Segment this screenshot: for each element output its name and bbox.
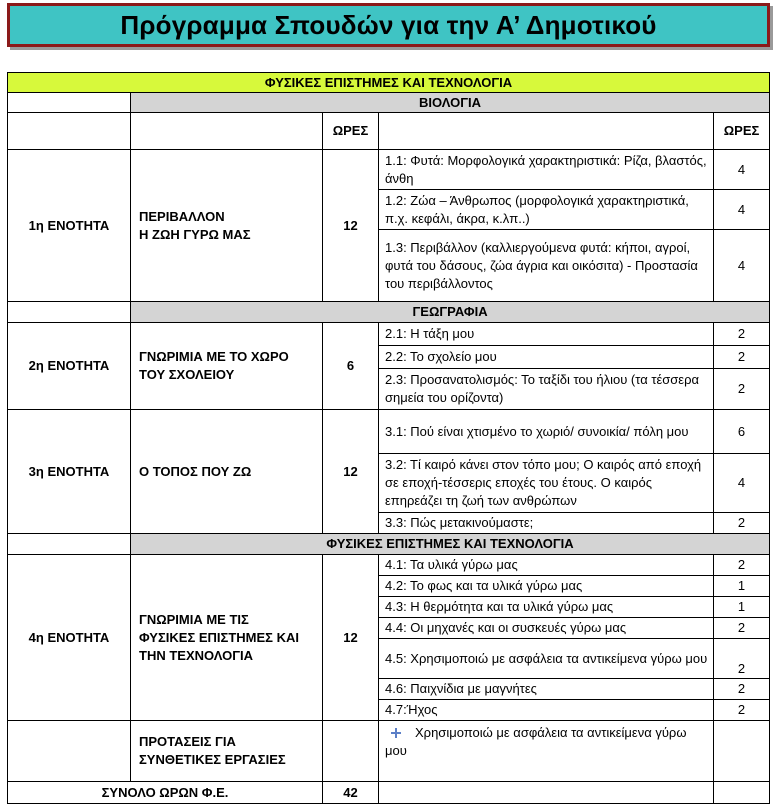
blank-cell xyxy=(714,721,770,782)
unit-hours: 12 xyxy=(323,150,379,302)
subtopic: 4.4: Οι μηχανές και οι συσκευές γύρω μας xyxy=(379,618,714,639)
subtopic-hours: 2 xyxy=(714,555,770,576)
col-hours-header: ΩΡΕΣ xyxy=(323,113,379,150)
blank-cell xyxy=(379,782,714,804)
subtopic-hours: 4 xyxy=(714,190,770,230)
subtopic-hours: 4 xyxy=(714,150,770,190)
table-row xyxy=(8,410,770,454)
subtopic: 4.7:Ήχος xyxy=(379,700,714,721)
subtopic-hours: 1 xyxy=(714,597,770,618)
unit-topic xyxy=(131,150,323,302)
unit-topic-line: Ο ΤΟΠΟΣ ΠΟΥ ΖΩ xyxy=(139,463,252,479)
proposals-label-line: ΠΡΟΤΑΣΕΙΣ ΓΙΑ xyxy=(139,734,236,749)
total-hours: 42 xyxy=(323,782,379,804)
proposal-item-text: Χρησιμοποιώ με ασφάλεια τα αντικείμενα γύρω μου xyxy=(385,725,687,758)
subtopic: 3.3: Πώς μετακινούμαστε; xyxy=(379,513,714,534)
table-row xyxy=(8,323,770,346)
subtopic-hours: 2 xyxy=(714,700,770,721)
subtopic: 3.1: Πού είναι χτισμένο το χωριό/ συνοικία/ πόλη μου xyxy=(379,410,714,454)
subtopic-hours: 4 xyxy=(714,230,770,302)
unit-topic-line: ΓΝΩΡΙΜΙΑ ΜΕ ΤΙΣ xyxy=(139,611,249,627)
unit-hours: 12 xyxy=(323,555,379,721)
subtopic: 2.3: Προσανατολισμός: Το ταξίδι του ήλιου (τα τέσσερα σημεία του ορίζοντα) xyxy=(379,369,714,410)
unit-label: 1η ΕΝΟΤΗΤΑ xyxy=(8,150,131,302)
proposals-label xyxy=(131,721,323,782)
unit-topic-line: ΦΥΣΙΚΕΣ ΕΠΙΣΤΗΜΕΣ ΚΑΙ xyxy=(139,629,299,645)
section-biology: ΒΙΟΛΟΓΙΑ xyxy=(131,93,770,113)
main-header: ΦΥΣΙΚΕΣ ΕΠΙΣΤΗΜΕΣ ΚΑΙ ΤΕΧΝΟΛΟΓΙΑ xyxy=(8,73,770,93)
subtopic: 4.6: Παιχνίδια με μαγνήτες xyxy=(379,679,714,700)
col-hours-header-2: ΩΡΕΣ xyxy=(714,113,770,150)
blank-cell xyxy=(131,113,323,150)
blank-cell xyxy=(379,113,714,150)
unit-topic-line: ΤΟΥ ΣΧΟΛΕΙΟΥ xyxy=(139,367,235,382)
subtopic-hours: 2 xyxy=(714,513,770,534)
unit-topic xyxy=(131,323,323,410)
section-physics: ΦΥΣΙΚΕΣ ΕΠΙΣΤΗΜΕΣ ΚΑΙ ΤΕΧΝΟΛΟΓΙΑ xyxy=(131,534,770,555)
blank-cell xyxy=(8,534,131,555)
unit-label: 2η ΕΝΟΤΗΤΑ xyxy=(8,323,131,410)
table-row xyxy=(8,150,770,190)
proposal-item xyxy=(379,721,714,782)
subtopic-hours: 2 xyxy=(714,346,770,369)
subtopic: 4.1: Τα υλικά γύρω μας xyxy=(379,555,714,576)
subtopic: 1.3: Περιβάλλον (καλλιεργούμενα φυτά: κήποι, αγροί, φυτά του δάσους, ζώα άγρια και οικόσιτα) - Προστασία του περιβάλλοντος xyxy=(379,230,714,302)
subtopic-hours: 2 xyxy=(714,679,770,700)
subtopic-hours: 2 xyxy=(714,639,770,679)
page-title: Πρόγραμμα Σπουδών για την Α’ Δημοτικού xyxy=(120,9,657,40)
main-header-row xyxy=(8,73,770,93)
proposals-row xyxy=(8,721,770,782)
section-row-geography xyxy=(8,302,770,323)
proposals-label-line: ΣΥΝΘΕΤΙΚΕΣ ΕΡΓΑΣΙΕΣ xyxy=(139,752,286,767)
unit-hours: 12 xyxy=(323,410,379,534)
total-label: ΣΥΝΟΛΟ ΩΡΩΝ Φ.Ε. xyxy=(8,782,323,804)
blank-cell xyxy=(8,93,131,113)
unit-topic-line: ΓΝΩΡΙΜΙΑ ΜΕ ΤΟ ΧΩΡΟ xyxy=(139,349,289,364)
section-row-biology xyxy=(8,93,770,113)
unit-topic xyxy=(131,410,323,534)
blank-cell xyxy=(714,782,770,804)
unit-topic xyxy=(131,555,323,721)
subtopic-hours: 2 xyxy=(714,323,770,346)
unit-label: 3η ΕΝΟΤΗΤΑ xyxy=(8,410,131,534)
unit-topic-line: ΠΕΡΙΒΑΛΛΟΝ xyxy=(139,208,225,224)
subtopic-hours: 2 xyxy=(714,618,770,639)
subtopic: 1.2: Ζώα – Άνθρωπος (μορφολογικά χαρακτηριστικά, π.χ. κεφάλι, άκρα, κ.λπ..) xyxy=(379,190,714,230)
blank-cell xyxy=(8,113,131,150)
subtopic: 4.5: Χρησιμοποιώ με ασφάλεια τα αντικείμενα γύρω μου xyxy=(379,639,714,679)
section-row-physics xyxy=(8,534,770,555)
subtopic: 4.2: Το φως και τα υλικά γύρω μας xyxy=(379,576,714,597)
section-geography: ΓΕΩΓΡΑΦΙΑ xyxy=(131,302,770,323)
subtopic: 3.2: Τί καιρό κάνει στον τόπο μου; Ο καιρός από εποχή σε εποχή-τέσσερις εποχές του έτους. Ο καιρός επηρεάζει τη ζωή των ανθρώπων xyxy=(379,454,714,513)
unit-topic-line: Η ΖΩΗ ΓΥΡΩ ΜΑΣ xyxy=(139,226,251,242)
subtopic: 2.1: Η τάξη μου xyxy=(379,323,714,346)
curriculum-table xyxy=(7,72,770,804)
table-row xyxy=(8,555,770,576)
column-header-row xyxy=(8,113,770,150)
unit-label: 4η ΕΝΟΤΗΤΑ xyxy=(8,555,131,721)
subtopic-hours: 1 xyxy=(714,576,770,597)
subtopic: 1.1: Φυτά: Μορφολογικά χαρακτηριστικά: Ρίζα, βλαστός, άνθη xyxy=(379,150,714,190)
total-row xyxy=(8,782,770,804)
subtopic-hours: 6 xyxy=(714,410,770,454)
blank-cell xyxy=(8,721,131,782)
subtopic: 4.3: Η θερμότητα και τα υλικά γύρω μας xyxy=(379,597,714,618)
blank-cell xyxy=(8,302,131,323)
subtopic: 2.2: Το σχολείο μου xyxy=(379,346,714,369)
subtopic-hours: 4 xyxy=(714,454,770,513)
title-banner xyxy=(7,3,770,47)
unit-topic-line: ΤΗΝ ΤΕΧΝΟΛΟΓΙΑ xyxy=(139,647,254,663)
subtopic-hours: 2 xyxy=(714,369,770,410)
crosshair-bullet-icon xyxy=(391,728,401,738)
blank-cell xyxy=(323,721,379,782)
unit-hours: 6 xyxy=(323,323,379,410)
